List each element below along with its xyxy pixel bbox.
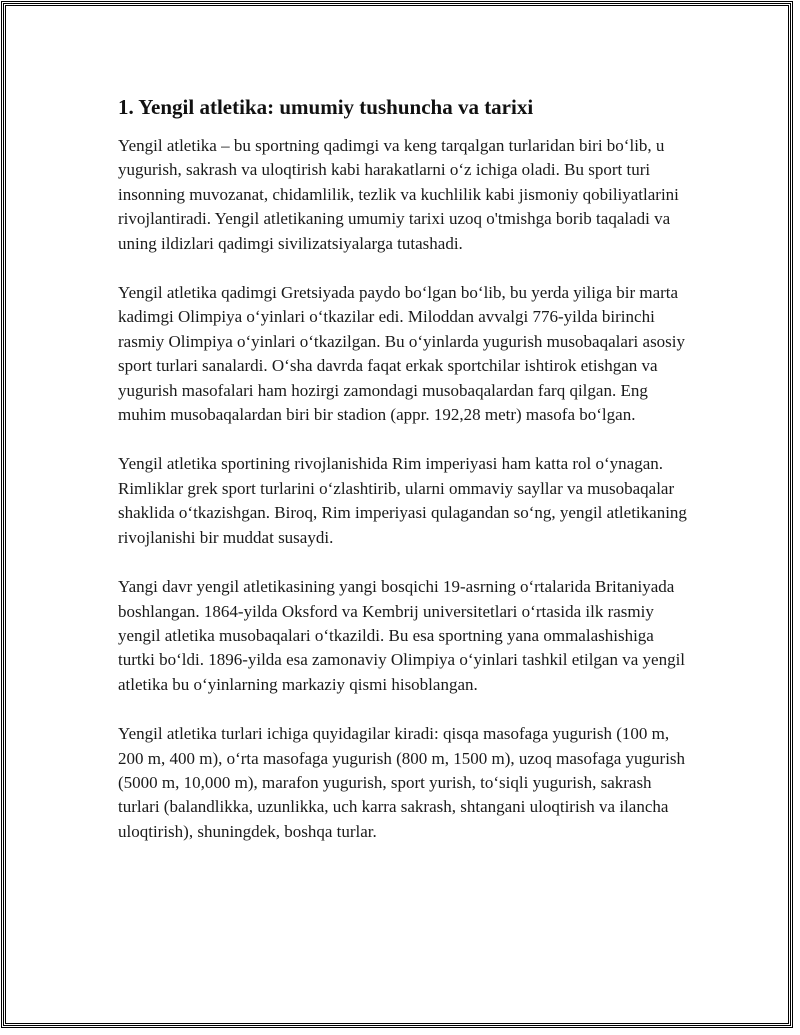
paragraph-modern-era: Yangi davr yengil atletikasining yangi bosqichi 19-asrning o‘rtalarida Britaniyada boshlangan. 1864-yilda Oksford va Kembrij universitetlari o‘rtasida ilk rasmiy yengil atletika musobaqalari o‘tkazildi. Bu esa sportning yana ommalashishiga turtki bo‘ldi. 1896-yilda esa zamonaviy Olimpiya o‘yinlari tashkil etilgan va yengil atletika bu o‘yinlarning markaziy qismi hisoblangan. <box>118 577 686 694</box>
paragraph-ancient-greece: Yengil atletika qadimgi Gretsiyada paydo bo‘lgan bo‘lib, bu yerda yiliga bir marta kadimgi Olimpiya o‘yinlari o‘tkazilar edi. Miloddan avvalgi 776-yilda birinchi rasmiy Olimpiya o‘yinlari o‘tkazilgan. Bu o‘yinlarda yugurish musobaqalari asosiy sport turlari sanalardi. O‘sha davrda faqat erkak sportchilar ishtirok etishgan va yugurish masofalari ham hozirgi zamondagi musobaqalardan farq qilgan. Eng muhim musobaqalardan biri bir stadion (appr. 192,28 metr) masofa bo‘lgan. <box>118 283 686 425</box>
paragraph-intro: Yengil atletika – bu sportning qadimgi va keng tarqalgan turlaridan biri bo‘lib, u yugurish, sakrash va uloqtirish kabi harakatlarni o‘z ichiga oladi. Bu sport turi insonning muvozanat, chidamlilik, tezlik va kuchlilik kabi jismoniy qobiliyatlarini rivojlantiradi. Yengil atletikaning umumiy tarixi uzoq o'tmishga borib taqaladi va uning ildizlari qadimgi sivilizatsiyalarga tutashadi. <box>118 136 679 253</box>
section-heading: 1. Yengil atletika: umumiy tushuncha va tarixi <box>118 95 534 119</box>
paragraph-event-types: Yengil atletika turlari ichiga quyidagilar kiradi: qisqa masofaga yugurish (100 m, 200 m, 400 m), o‘rta masofaga yugurish (800 m, 1500 m), uzoq masofaga yugurish (5000 m, 10,000 m), marafon yugurish, sport yurish, to‘siqli yugurish, sakrash turlari (balandlikka, uzunlikka, uch karra sakrash, shtangani uloqtirish va ilancha uloqtirish), shuningdek, boshqa turlar. <box>118 724 686 841</box>
paragraph-rome: Yengil atletika sportining rivojlanishida Rim imperiyasi ham katta rol o‘ynagan. Rimliklar grek sport turlarini o‘zlashtirib, ularni ommaviy sayllar va musobaqalar shaklida o‘tkazishgan. Biroq, Rim imperiyasi qulagandan so‘ng, yengil atletikaning rivojlanishi bir muddat susaydi. <box>118 454 687 547</box>
document-body <box>118 92 690 869</box>
